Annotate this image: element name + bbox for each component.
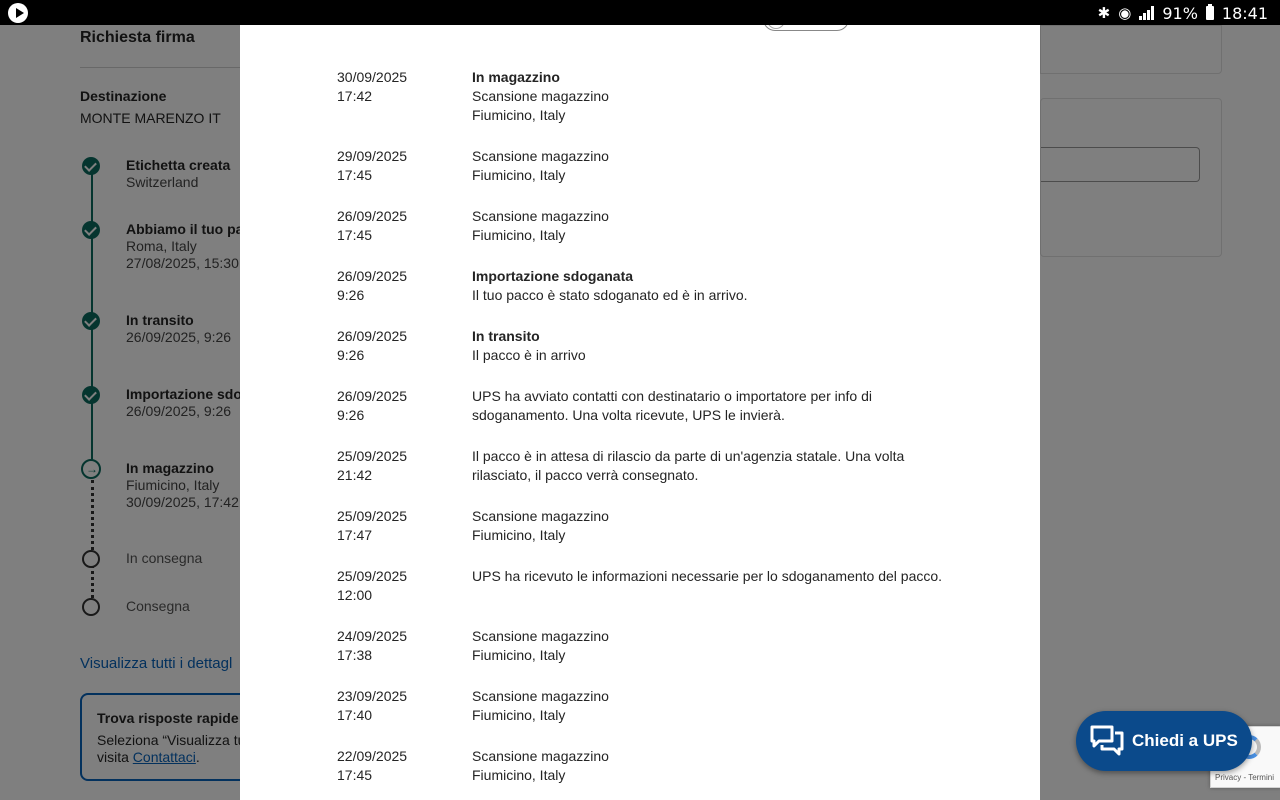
event-description — [472, 447, 952, 485]
event-datetime — [337, 147, 457, 185]
event-date: 26/09/2025 — [337, 388, 408, 404]
event-time: 17:45 — [337, 227, 373, 243]
play-store-notification-icon — [8, 3, 28, 23]
event-description — [472, 507, 952, 545]
event-time: 17:45 — [337, 167, 373, 183]
tracking-event-row — [337, 387, 957, 447]
event-detail-line: Il pacco è in attesa di rilascio da parte di un'agenzia statale. Una volta — [472, 448, 905, 464]
event-date: 26/09/2025 — [337, 328, 408, 344]
event-description — [472, 327, 952, 365]
event-datetime — [337, 327, 457, 365]
tracking-event-row — [337, 68, 957, 147]
event-time: 21:42 — [337, 467, 373, 483]
event-detail-line: Scansione magazzino — [472, 148, 609, 164]
event-time: 17:42 — [337, 88, 373, 104]
event-status: Importazione sdoganata — [472, 268, 634, 284]
event-date: 26/09/2025 — [337, 268, 408, 284]
event-status: In magazzino — [472, 69, 560, 85]
tracking-events-list — [337, 68, 957, 800]
event-time: 17:40 — [337, 707, 373, 723]
recaptcha-text: Privacy - Termini — [1215, 773, 1274, 782]
event-detail-line: Scansione magazzino — [472, 688, 609, 704]
event-date: 22/09/2025 — [337, 748, 408, 764]
event-detail-line: Fiumicino, Italy — [472, 107, 566, 123]
event-description — [472, 147, 952, 185]
event-description — [472, 747, 952, 785]
event-date: 25/09/2025 — [337, 568, 408, 584]
event-detail-line: sdoganamento. Una volta ricevute, UPS le invierà. — [472, 407, 785, 423]
view-toggle[interactable] — [763, 25, 849, 31]
event-description — [472, 627, 952, 665]
signal-icon — [1139, 6, 1154, 20]
event-time: 17:47 — [337, 527, 373, 543]
event-detail-line: UPS ha ricevuto le informazioni necessarie per lo sdoganamento del pacco. — [472, 568, 943, 584]
tracking-event-row — [337, 267, 957, 327]
event-datetime — [337, 567, 457, 605]
event-detail-line: Fiumicino, Italy — [472, 767, 566, 783]
event-datetime — [337, 447, 457, 485]
event-date: 29/09/2025 — [337, 148, 408, 164]
event-detail-line: Fiumicino, Italy — [472, 707, 566, 723]
event-description — [472, 68, 952, 125]
event-description — [472, 387, 952, 425]
event-datetime — [337, 507, 457, 545]
tracking-event-row — [337, 147, 957, 207]
event-datetime — [337, 747, 457, 785]
event-date: 23/09/2025 — [337, 688, 408, 704]
shipment-history-modal — [240, 25, 1040, 800]
tracking-event-row — [337, 627, 957, 687]
event-detail-line: Il tuo pacco è stato sdoganato ed è in arrivo. — [472, 287, 748, 303]
event-time: 12:00 — [337, 587, 373, 603]
chat-button-label: Chiedi a UPS — [1132, 731, 1238, 750]
status-bar — [0, 0, 1280, 25]
tracking-event-row — [337, 327, 957, 387]
event-detail-line: Scansione magazzino — [472, 208, 609, 224]
event-description — [472, 687, 952, 725]
event-description — [472, 207, 952, 245]
event-datetime — [337, 207, 457, 245]
tracking-event-row — [337, 687, 957, 747]
wifi-icon: ◉ — [1118, 4, 1132, 22]
event-detail-line: Fiumicino, Italy — [472, 647, 566, 663]
event-description — [472, 267, 952, 305]
chat-with-ups-button[interactable] — [1076, 711, 1252, 771]
event-description — [472, 567, 952, 586]
battery-percent: 91% — [1162, 3, 1198, 23]
event-time: 9:26 — [337, 287, 365, 303]
event-status: In transito — [472, 328, 540, 344]
event-detail-line: Scansione magazzino — [472, 508, 609, 524]
event-datetime — [337, 387, 457, 425]
event-date: 25/09/2025 — [337, 448, 408, 464]
tracking-event-row — [337, 207, 957, 267]
tracking-event-row — [337, 507, 957, 567]
event-time: 17:45 — [337, 767, 373, 783]
event-date: 24/09/2025 — [337, 628, 408, 644]
event-detail-line: Il pacco è in arrivo — [472, 347, 586, 363]
tracking-event-row — [337, 747, 957, 800]
event-datetime — [337, 68, 457, 106]
event-datetime — [337, 627, 457, 665]
event-time: 9:26 — [337, 347, 365, 363]
event-detail-line: Scansione magazzino — [472, 748, 609, 764]
event-date: 30/09/2025 — [337, 69, 408, 85]
event-detail-line: Scansione magazzino — [472, 88, 609, 104]
tracking-event-row — [337, 567, 957, 627]
battery-icon — [1206, 6, 1214, 20]
event-detail-line: Fiumicino, Italy — [472, 227, 566, 243]
chat-bubbles-icon — [1090, 725, 1124, 757]
event-detail-line: rilasciato, il pacco verrà consegnato. — [472, 467, 699, 483]
event-datetime — [337, 687, 457, 725]
event-detail-line: UPS ha avviato contatti con destinatario o importatore per info di — [472, 388, 872, 404]
bluetooth-icon: ✱ — [1097, 4, 1111, 22]
event-time: 9:26 — [337, 407, 365, 423]
event-time: 17:38 — [337, 647, 373, 663]
event-datetime — [337, 267, 457, 305]
event-detail-line: Scansione magazzino — [472, 628, 609, 644]
event-detail-line: Fiumicino, Italy — [472, 167, 566, 183]
event-date: 26/09/2025 — [337, 208, 408, 224]
clock: 18:41 — [1221, 3, 1268, 23]
event-detail-line: Fiumicino, Italy — [472, 527, 566, 543]
tracking-event-row — [337, 447, 957, 507]
event-date: 25/09/2025 — [337, 508, 408, 524]
